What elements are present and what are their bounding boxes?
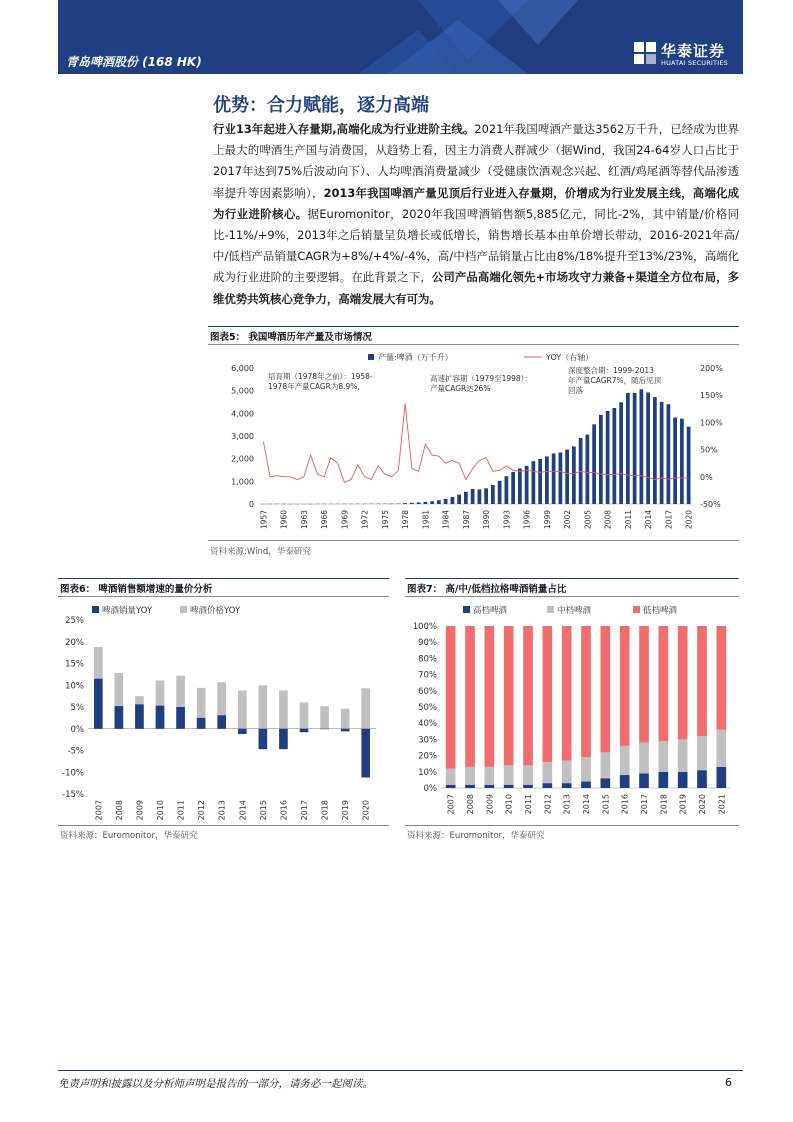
y-tick-label: 80% xyxy=(418,654,437,665)
fig6-bottom-rule xyxy=(58,825,389,826)
fig6-chart xyxy=(58,598,389,824)
production-bar xyxy=(559,452,563,504)
x-tick-label: 1969 xyxy=(340,510,350,530)
share-bar-segment-2 xyxy=(504,626,514,765)
price-yoy-bar xyxy=(320,706,329,729)
period-annotation: 高速扩容期（1979至1998）： xyxy=(430,374,532,383)
legend-price-swatch xyxy=(180,606,187,613)
production-bar xyxy=(599,415,603,504)
x-tick-label: 2010 xyxy=(156,800,165,821)
fig6-top-rule xyxy=(58,578,389,579)
y-left-tick-label: 2,000 xyxy=(231,454,254,464)
x-tick-label: 1981 xyxy=(421,510,431,530)
para-bold-1: 行业13年起进入存量期,高端化成为行业进阶主线。 xyxy=(213,122,475,136)
y-left-tick-label: 4,000 xyxy=(231,409,254,419)
share-bar-segment-2 xyxy=(620,626,630,746)
share-bar-segment-2 xyxy=(717,626,727,730)
y-tick-label: -10% xyxy=(62,768,84,779)
x-tick-label: 2007 xyxy=(446,794,456,815)
para-text-2: 据Euromonitor，2020年我国啤酒销售额5,885亿元，同比-2%，其中销量/价格同比-11%/+9%，2013年之后销量呈负增长或低增长，销售增长基本由单价增长带动，2016-2021年高/中/低档产品销量CAGR为+8%/+4%/-4%，高/中档产品销量占比由8%/18%提升至13%/23%，高端化成为行业进阶的主要逻辑。在此背景之下， xyxy=(213,206,739,285)
share-bar-segment-0 xyxy=(581,782,591,788)
production-bar xyxy=(518,468,522,504)
legend-price-label: 啤酒价格YOY xyxy=(190,606,241,616)
x-tick-label: 2005 xyxy=(583,510,593,530)
y-tick-label: 100% xyxy=(412,622,437,632)
share-bar-segment-1 xyxy=(446,769,456,785)
y-tick-label: 40% xyxy=(418,719,437,730)
y-tick-label: 20% xyxy=(65,637,84,648)
production-bar xyxy=(687,427,691,504)
share-bar-segment-1 xyxy=(485,767,495,785)
body-paragraph xyxy=(213,119,739,310)
legend-yoy-label: YOY（右轴） xyxy=(546,353,594,362)
y-tick-label: 20% xyxy=(418,751,437,762)
period-annotation: 1978年产量CAGR为8.9%, xyxy=(268,382,360,391)
share-bar-segment-0 xyxy=(465,785,475,788)
production-bar xyxy=(653,397,657,504)
production-bar xyxy=(586,435,590,504)
x-tick-label: 2016 xyxy=(620,794,630,815)
production-bar xyxy=(613,408,617,504)
share-bar-segment-0 xyxy=(562,783,572,788)
y-tick-label: -5% xyxy=(67,746,84,757)
legend-production-label: 产量:啤酒（万千升） xyxy=(378,353,453,362)
production-bar xyxy=(451,497,455,504)
production-bar xyxy=(437,500,441,504)
production-bar xyxy=(646,392,650,504)
share-bar-segment-1 xyxy=(620,746,630,775)
x-tick-label: 1957 xyxy=(259,510,269,530)
legend-0-label: 高档啤酒 xyxy=(473,606,508,616)
x-tick-label: 2009 xyxy=(485,794,495,815)
production-bar xyxy=(606,411,610,504)
legend-volume-swatch xyxy=(92,606,99,613)
production-bar xyxy=(660,402,664,504)
x-tick-label: 1984 xyxy=(441,510,451,530)
y-tick-label: 10% xyxy=(418,767,437,778)
production-bar xyxy=(484,488,488,504)
production-bar xyxy=(430,501,434,504)
legend-2-label: 低档啤酒 xyxy=(643,606,678,616)
x-tick-label: 1972 xyxy=(360,510,370,530)
footer-disclaimer: 免责声明和披露以及分析师声明是报告的一部分，请务必一起阅读。 xyxy=(58,1078,373,1090)
share-bar-segment-0 xyxy=(543,783,553,788)
fig5-top-rule xyxy=(208,326,739,327)
period-annotation: 年产量CAGR7%，随后见顶 xyxy=(568,376,662,385)
volume-yoy-bar xyxy=(217,715,226,728)
fig6-source: 资料来源：Euromonitor，华泰研究 xyxy=(60,831,198,841)
share-bar-segment-2 xyxy=(465,626,475,767)
share-bar-segment-0 xyxy=(717,767,727,788)
volume-yoy-bar xyxy=(259,729,268,749)
x-tick-label: 2017 xyxy=(300,800,309,821)
x-tick-label: 1993 xyxy=(502,510,512,530)
production-bar xyxy=(505,476,509,504)
x-tick-label: 2010 xyxy=(504,794,514,815)
volume-yoy-bar xyxy=(135,704,144,728)
x-tick-label: 1963 xyxy=(299,510,309,530)
x-tick-label: 2011 xyxy=(176,800,186,821)
volume-yoy-bar xyxy=(279,729,288,749)
share-bar-segment-2 xyxy=(543,626,553,762)
volume-yoy-bar xyxy=(94,679,103,729)
x-tick-label: 2008 xyxy=(114,800,124,821)
x-tick-label: 2019 xyxy=(678,794,688,815)
y-tick-label: 70% xyxy=(418,670,437,681)
production-bar xyxy=(471,489,475,504)
production-bar xyxy=(680,419,684,504)
x-tick-label: 2002 xyxy=(563,510,573,530)
fig7-chart xyxy=(405,598,739,824)
production-bar xyxy=(444,499,448,504)
y-left-tick-label: 1,000 xyxy=(231,477,254,487)
production-bar xyxy=(491,485,495,504)
fig7-top-rule xyxy=(405,578,739,579)
x-tick-label: 2007 xyxy=(94,800,104,821)
y-tick-label: 0% xyxy=(70,724,84,735)
legend-production-swatch xyxy=(368,354,374,360)
x-tick-label: 2014 xyxy=(582,794,591,815)
share-bar-segment-1 xyxy=(504,765,514,784)
period-annotation: 培育期（1978年之前）：1958- xyxy=(268,372,373,381)
fig6-caption: 图表6： 啤酒销售额增速的量价分析 xyxy=(60,584,213,595)
production-bar xyxy=(667,404,671,504)
share-bar-segment-1 xyxy=(697,736,707,770)
legend-volume-label: 啤酒销量YOY xyxy=(102,606,153,616)
share-bar-segment-0 xyxy=(485,785,495,788)
fig5-source: 资料来源:Wind，华泰研究 xyxy=(210,547,311,557)
price-yoy-bar xyxy=(238,690,247,728)
volume-yoy-bar xyxy=(341,729,350,732)
share-bar-segment-1 xyxy=(562,760,572,783)
huatai-logo xyxy=(634,40,738,70)
share-bar-segment-1 xyxy=(543,762,553,783)
share-bar-segment-2 xyxy=(678,626,688,739)
share-bar-segment-2 xyxy=(581,626,591,757)
y-left-tick-label: 0 xyxy=(248,500,254,509)
x-tick-label: 1996 xyxy=(522,510,532,530)
share-bar-segment-1 xyxy=(465,767,475,785)
x-tick-label: 2020 xyxy=(698,794,707,815)
x-tick-label: 2021 xyxy=(717,794,727,815)
volume-yoy-bar xyxy=(300,729,309,732)
y-tick-label: 10% xyxy=(65,681,84,692)
y-tick-label: 5% xyxy=(70,703,84,713)
fig7-source: 资料来源：Euromonitor，华泰研究 xyxy=(407,831,545,841)
production-bar xyxy=(552,453,556,504)
x-tick-label: 1960 xyxy=(279,510,289,530)
volume-yoy-bar xyxy=(320,729,329,730)
share-bar-segment-1 xyxy=(678,739,688,771)
production-bar xyxy=(572,446,576,504)
x-tick-label: 2020 xyxy=(361,800,371,821)
volume-yoy-bar xyxy=(176,707,185,729)
production-bar xyxy=(424,502,428,504)
price-yoy-bar xyxy=(341,709,350,729)
x-tick-label: 2008 xyxy=(466,794,475,815)
x-tick-label: 2012 xyxy=(197,800,207,821)
y-right-tick-label: 100% xyxy=(700,418,723,428)
share-bar-segment-0 xyxy=(446,785,456,788)
y-right-tick-label: -50% xyxy=(700,500,721,509)
share-bar-segment-1 xyxy=(639,743,649,774)
x-tick-label: 1978 xyxy=(401,510,411,530)
volume-yoy-bar xyxy=(115,706,124,729)
yoy-line xyxy=(263,403,688,482)
y-right-tick-label: 150% xyxy=(700,391,723,401)
share-bar-segment-2 xyxy=(601,626,611,752)
y-tick-label: 90% xyxy=(418,638,437,649)
x-tick-label: 2018 xyxy=(320,800,330,821)
legend-0-swatch xyxy=(463,606,470,613)
logo-chinese-name: 华泰证券 xyxy=(661,42,726,60)
production-bar xyxy=(538,459,542,504)
x-tick-label: 2018 xyxy=(659,794,669,815)
x-tick-label: 1987 xyxy=(461,510,471,530)
x-tick-label: 2014 xyxy=(644,510,654,530)
x-tick-label: 2011 xyxy=(623,510,633,530)
share-bar-segment-1 xyxy=(581,757,591,781)
para-text-1: 2021年我国啤酒产量达3562万千升，已经成为世界上最大的啤酒生产国与消费国，从趋势上看，因主力消费人群减少（据Wind，我国24-64岁人口占比于2017年达到75%后波动向下）、人均啤酒消费量减少（受健康饮酒观念兴起、红酒/鸡尾酒等替代品渗透率提升等因素影响）， xyxy=(213,122,739,200)
x-tick-label: 2013 xyxy=(217,800,227,821)
x-tick-label: 2009 xyxy=(135,800,145,821)
volume-yoy-bar xyxy=(238,729,247,734)
x-tick-label: 2015 xyxy=(258,800,268,821)
fig5-chart xyxy=(208,346,739,538)
y-tick-label: 0% xyxy=(423,784,437,794)
share-bar-segment-0 xyxy=(659,772,669,788)
x-tick-label: 2017 xyxy=(664,510,674,530)
price-yoy-bar xyxy=(300,702,309,729)
production-bar xyxy=(532,461,536,504)
production-bar xyxy=(565,450,569,504)
share-bar-segment-1 xyxy=(523,765,533,784)
production-bar xyxy=(498,481,502,504)
x-tick-label: 2008 xyxy=(603,510,613,530)
share-bar-segment-2 xyxy=(523,626,533,765)
x-tick-label: 2013 xyxy=(562,794,572,815)
para-bold-2: 2013年我国啤酒产量见顶后行业进入存量期，价增成为行业发展主线，高端化成为行业进阶核心。 xyxy=(213,185,739,221)
production-bar xyxy=(626,393,630,504)
share-bar-segment-1 xyxy=(717,730,727,767)
production-bar xyxy=(410,503,414,504)
production-bar xyxy=(592,424,596,504)
volume-yoy-bar xyxy=(197,718,206,729)
production-bar xyxy=(673,418,677,504)
x-tick-label: 2017 xyxy=(640,794,649,815)
production-bar xyxy=(525,466,529,504)
x-tick-label: 1966 xyxy=(320,510,330,530)
share-bar-segment-0 xyxy=(678,772,688,788)
production-bar xyxy=(417,502,421,504)
fig7-caption: 图表7： 高/中/低档拉格啤酒销量占比 xyxy=(407,584,567,595)
share-bar-segment-2 xyxy=(659,626,669,741)
price-yoy-bar xyxy=(361,688,370,728)
legend-1-swatch xyxy=(547,606,554,613)
production-bar xyxy=(511,472,515,504)
share-bar-segment-0 xyxy=(523,785,533,788)
volume-yoy-bar xyxy=(156,706,165,729)
x-tick-label: 2015 xyxy=(601,794,611,815)
period-annotation: 产量CAGR达26% xyxy=(430,384,491,393)
legend-2-swatch xyxy=(633,606,640,613)
y-tick-label: 50% xyxy=(418,703,437,713)
price-yoy-bar xyxy=(259,685,268,729)
y-right-tick-label: 200% xyxy=(700,364,723,373)
share-bar-segment-0 xyxy=(504,785,514,788)
section-title: 优势：合力赋能，逐力高端 xyxy=(213,95,429,116)
y-tick-label: -15% xyxy=(62,790,84,800)
production-bar xyxy=(545,456,549,504)
share-bar-segment-0 xyxy=(620,775,630,788)
production-bar xyxy=(478,489,482,504)
y-left-tick-label: 3,000 xyxy=(231,432,254,441)
share-bar-segment-2 xyxy=(697,626,707,736)
x-tick-label: 2014 xyxy=(238,800,248,821)
share-bar-segment-0 xyxy=(601,778,611,788)
share-bar-segment-2 xyxy=(485,626,495,767)
share-bar-segment-2 xyxy=(562,626,572,760)
x-tick-label: 2011 xyxy=(524,794,533,815)
y-tick-label: 30% xyxy=(418,735,437,746)
production-bar xyxy=(403,503,407,504)
period-annotation: 回落 xyxy=(568,386,583,395)
logo-english-name: HUATAI SECURITIES xyxy=(661,59,728,67)
share-bar-segment-2 xyxy=(639,626,649,743)
para-bold-3: 公司产品高端化领先+市场攻守力兼备+渠道全方位布局，多维优势共筑核心竞争力，高端发展大有可为。 xyxy=(213,270,739,306)
y-left-tick-label: 6,000 xyxy=(231,364,254,373)
share-bar-segment-2 xyxy=(446,626,456,769)
x-tick-label: 1999 xyxy=(542,510,552,530)
x-tick-label: 2020 xyxy=(684,510,694,530)
y-right-tick-label: 0% xyxy=(700,472,713,482)
fig6-caption-rule xyxy=(58,596,389,597)
fig7-bottom-rule xyxy=(405,825,739,826)
y-right-tick-label: 50% xyxy=(700,445,718,455)
x-tick-label: 2019 xyxy=(341,800,351,821)
share-bar-segment-0 xyxy=(697,770,707,788)
share-bar-segment-1 xyxy=(601,752,611,778)
page-number: 6 xyxy=(725,1076,732,1089)
y-tick-label: 60% xyxy=(418,686,437,697)
y-left-tick-label: 5,000 xyxy=(231,386,254,396)
fig5-caption: 图表5： 我国啤酒历年产量及市场情况 xyxy=(210,332,372,343)
production-bar xyxy=(633,393,637,504)
x-tick-label: 2016 xyxy=(279,800,289,821)
fig5-bottom-rule xyxy=(208,540,739,541)
legend-1-label: 中档啤酒 xyxy=(557,606,592,616)
production-bar xyxy=(457,495,461,504)
fig7-caption-rule xyxy=(405,596,739,597)
production-bar xyxy=(619,402,623,504)
fig5-caption-rule xyxy=(208,344,739,345)
share-bar-segment-1 xyxy=(659,741,669,772)
production-bar xyxy=(464,492,468,504)
production-bar xyxy=(640,389,644,504)
huatai-logo-icon xyxy=(634,42,656,64)
header-company: 青岛啤酒股份 (168 HK) xyxy=(66,55,202,69)
volume-yoy-bar xyxy=(361,729,370,778)
share-bar-segment-0 xyxy=(639,773,649,788)
x-tick-label: 1975 xyxy=(380,510,390,530)
x-tick-label: 2012 xyxy=(543,794,553,815)
y-tick-label: 25% xyxy=(65,616,84,626)
period-annotation: 深度整合期：1999-2013 xyxy=(568,366,654,375)
x-tick-label: 1990 xyxy=(482,510,492,530)
price-yoy-bar xyxy=(279,690,288,728)
y-tick-label: 15% xyxy=(65,659,84,670)
footer-rule xyxy=(58,1070,743,1071)
